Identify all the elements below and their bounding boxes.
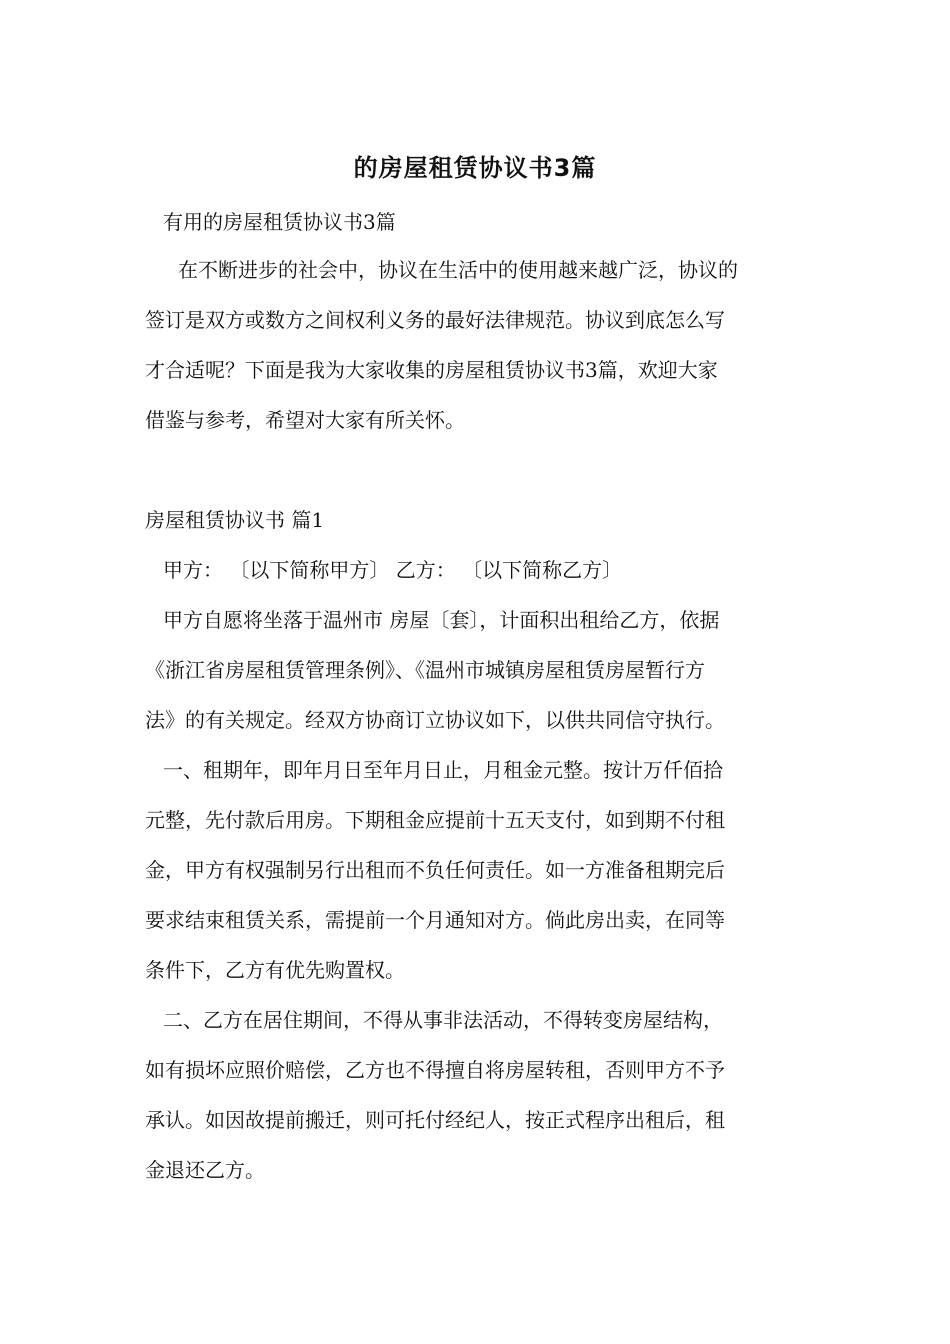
paragraph-line: 《浙江省房屋租赁管理条例》、《温州市城镇房屋租赁房屋暂行方 — [145, 658, 705, 682]
clause-line: 一、租期年，即年月日至年月日止，月租金元整。按计万仟佰拾 — [163, 758, 723, 782]
paragraph-line: 甲方自愿将坐落于温州市 房屋〔套〕，计面积出租给乙方，依据 — [163, 608, 720, 632]
clause-line: 承认。如因故提前搬迁，则可托付经纪人，按正式程序出租后，租 — [145, 1108, 725, 1132]
clause-line: 要求结束租赁关系，需提前一个月通知对方。倘此房出卖，在同等 — [145, 908, 725, 932]
clause-line: 条件下，乙方有优先购置权。 — [145, 958, 405, 982]
clause-line: 二、乙方在居住期间，不得从事非法活动，不得转变房屋结构， — [163, 1008, 723, 1032]
intro-line: 才合适呢？下面是我为大家收集的房屋租赁协议书3篇，欢迎大家 — [145, 358, 718, 382]
clause-line: 金，甲方有权强制另行出租而不负任何责任。如一方准备租期完后 — [145, 858, 725, 882]
intro-line: 签订是双方或数方之间权利义务的最好法律规范。协议到底怎么写 — [145, 308, 725, 332]
clause-line: 元整，先付款后用房。下期租金应提前十五天支付，如到期不付租 — [145, 808, 725, 832]
document-subtitle: 有用的房屋租赁协议书3篇 — [163, 210, 396, 234]
document-title: 的房屋租赁协议书3篇 — [353, 154, 597, 182]
clause-line: 金退还乙方。 — [145, 1158, 265, 1182]
paragraph-line: 法》的有关规定。经双方协商订立协议如下，以供共同信守执行。 — [145, 708, 725, 732]
intro-line: 在不断进步的社会中，协议在生活中的使用越来越广泛，协议的 — [178, 258, 738, 282]
section-heading: 房屋租赁协议书 篇1 — [145, 508, 325, 532]
parties-line: 甲方： 〔以下简称甲方〕 乙方： 〔以下简称乙方〕 — [163, 558, 623, 582]
intro-line: 借鉴与参考，希望对大家有所关怀。 — [145, 408, 465, 432]
clause-line: 如有损坏应照价赔偿，乙方也不得擅自将房屋转租，否则甲方不予 — [145, 1058, 725, 1082]
